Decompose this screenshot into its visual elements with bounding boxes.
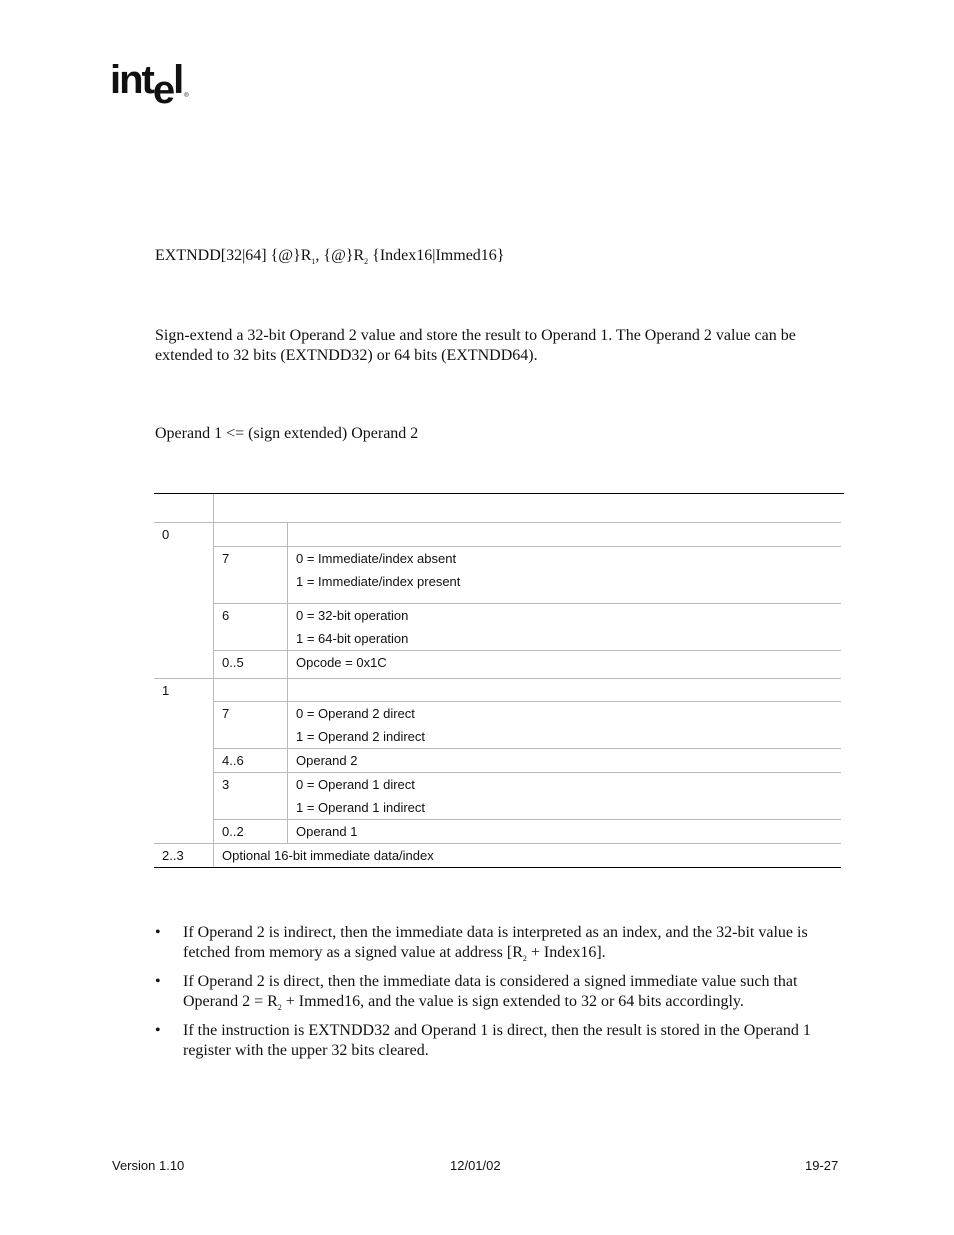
- note-text: + Index16].: [526, 944, 606, 961]
- bit-description: 1 = Operand 2 indirect: [296, 729, 425, 744]
- footer-version: Version 1.10: [112, 1158, 185, 1173]
- note-text: If Operand 2 is direct, then the immediate data is considered a signed immediate value such that Operand 2 = R: [183, 973, 798, 1011]
- byte-label: 0: [162, 527, 170, 542]
- byte-label: 2..3: [162, 848, 184, 863]
- table-row: [154, 820, 841, 844]
- bit-description: 1 = 64-bit operation: [296, 630, 409, 646]
- intel-logo: [110, 58, 189, 112]
- bit-description: 0 = Operand 2 direct: [296, 706, 415, 721]
- encoding-grid: [154, 494, 841, 868]
- footer-date: 12/01/02: [450, 1158, 501, 1173]
- byte-description: Optional 16-bit immediate data/index: [222, 848, 434, 863]
- bit-description: 0 = Immediate/index absent: [296, 550, 457, 566]
- bit-label: 4..6: [222, 753, 244, 768]
- note-sub: 2: [277, 1003, 282, 1013]
- note-text: If the instruction is EXTNDD32 and Operand 1 is direct, then the result is stored in the Operand 1 register with the upper 32 bits cleared.: [183, 1022, 811, 1060]
- instruction-operation: Operand 1 <= (sign extended) Operand 2: [155, 425, 419, 442]
- bit-description: 0 = 32-bit operation: [296, 607, 409, 623]
- bit-description: Operand 2: [296, 753, 358, 768]
- instruction-description: Sign-extend a 32-bit Operand 2 value and store the result to Operand 1. The Operand 2 value can be extended to 32 bits (EXTNDD32) or 64 bits (EXTNDD64).: [155, 327, 796, 364]
- logo-registered-mark: ®: [184, 93, 189, 99]
- table-header-row: [154, 494, 841, 523]
- table-row: [154, 523, 841, 547]
- logo-text-e: e: [152, 68, 174, 112]
- table-row: [154, 702, 841, 749]
- bit-description: Operand 1: [296, 824, 358, 839]
- bit-label: 0..5: [222, 654, 244, 670]
- note-sub: 2: [522, 954, 527, 964]
- footer-page-number: 19-27: [805, 1158, 839, 1173]
- bit-description: 1 = Operand 1 indirect: [296, 800, 425, 815]
- syntax-sub1: 1: [311, 257, 316, 267]
- note-text: If Operand 2 is indirect, then the immediate data is interpreted as an index, and the 32-bit value is fetched from memory as a signed value at address [R: [183, 924, 808, 961]
- instruction-syntax: [155, 247, 504, 266]
- table-row: [154, 546, 841, 603]
- table-row: [154, 678, 841, 702]
- list-item: [155, 972, 845, 1018]
- bit-label: 0..2: [222, 824, 244, 839]
- note-text: + Immed16, and the value is sign extended to 32 or 64 bits accordingly.: [281, 993, 744, 1011]
- table-row: [154, 844, 841, 868]
- bit-description: 1 = Immediate/index present: [296, 573, 461, 589]
- table-row: [154, 650, 841, 678]
- syntax-mid: , {@}R: [315, 247, 365, 264]
- bullet-dot: •: [155, 1022, 161, 1040]
- bullet-dot: •: [155, 973, 161, 991]
- table-row: [154, 603, 841, 650]
- bullet-dot: •: [155, 924, 161, 941]
- list-item: [155, 923, 845, 969]
- bit-description: 0 = Operand 1 direct: [296, 777, 415, 792]
- syntax-prefix: EXTNDD[32|64] {@}R: [155, 247, 312, 264]
- bit-description: Opcode = 0x1C: [296, 654, 387, 670]
- table-row: [154, 749, 841, 773]
- bit-label: 7: [222, 706, 230, 721]
- bit-label: 3: [222, 777, 230, 792]
- logo-text: int: [110, 58, 153, 102]
- bit-label: 6: [222, 607, 230, 623]
- byte-label: 1: [162, 682, 170, 698]
- syntax-sub2: 2: [364, 257, 369, 267]
- bit-label: 7: [222, 550, 230, 566]
- behavior-notes: [155, 923, 845, 1064]
- list-item: [155, 1021, 845, 1061]
- logo-text-l: l: [173, 58, 183, 102]
- table-row: [154, 773, 841, 820]
- syntax-suffix: {Index16|Immed16}: [368, 247, 505, 264]
- encoding-table: [154, 493, 844, 868]
